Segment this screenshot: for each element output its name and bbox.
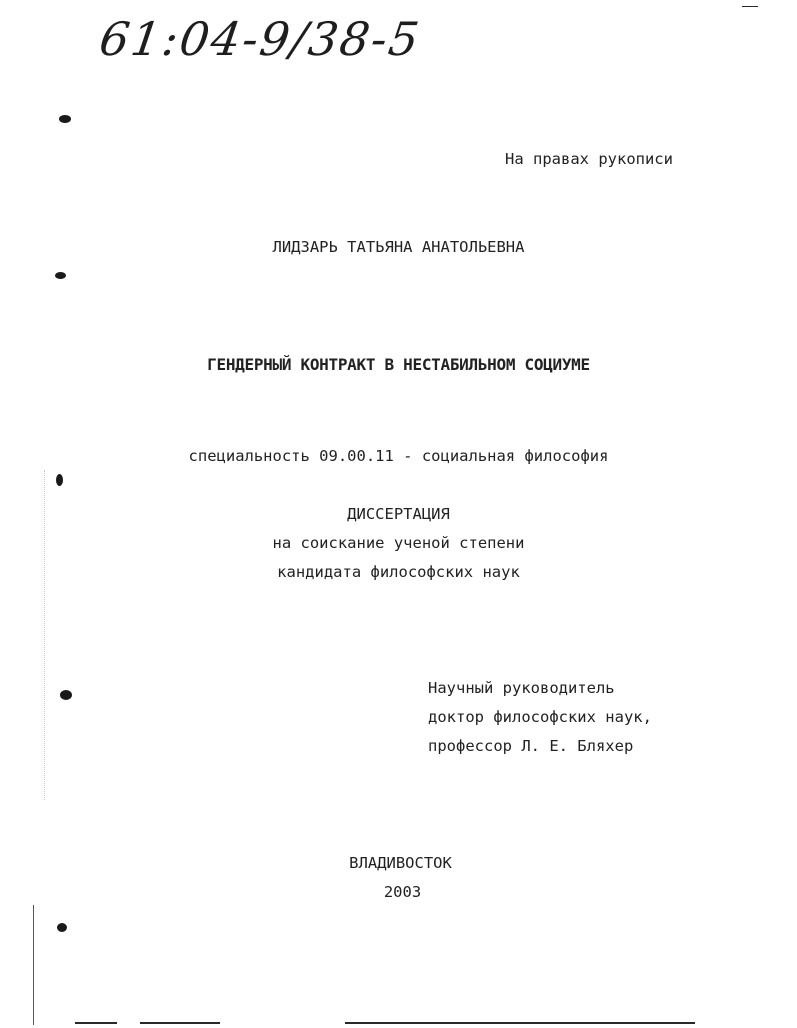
work-type-heading: ДИССЕРТАЦИЯ	[347, 505, 450, 523]
work-type-degree: на соискание ученой степени	[272, 534, 525, 552]
punch-mark-4	[60, 690, 72, 700]
author-name: ЛИДЗАРЬ ТАТЬЯНА АНАТОЛЬЕВНА	[272, 238, 525, 256]
punch-mark-2	[55, 272, 66, 279]
punch-mark-5	[57, 923, 67, 932]
scan-bottom-rule-2	[140, 1022, 220, 1024]
specialty: специальность 09.00.11 - социальная философия	[188, 447, 609, 465]
scan-bottom-rule-3	[345, 1022, 695, 1024]
punch-mark-3	[56, 474, 63, 486]
work-type-field: кандидата философских наук	[277, 563, 520, 581]
year: 2003	[383, 883, 422, 901]
supervisor-degree: доктор философских наук,	[428, 708, 652, 726]
scan-top-right-mark	[742, 6, 758, 7]
dissertation-title: ГЕНДЕРНЫЙ КОНТРАКТ В НЕСТАБИЛЬНОМ СОЦИУМЕ	[207, 355, 590, 374]
archive-handwritten-mark: 61:04-9/38-5	[96, 12, 425, 66]
manuscript-note: На правах рукописи	[505, 150, 673, 168]
city: ВЛАДИВОСТОК	[349, 854, 452, 872]
supervisor-name: профессор Л. Е. Бляхер	[428, 737, 634, 755]
scan-left-edge-line	[33, 905, 34, 1025]
punch-mark-1	[59, 115, 71, 123]
scan-bottom-rule-1	[75, 1022, 117, 1024]
supervisor-role: Научный руководитель	[428, 679, 615, 697]
